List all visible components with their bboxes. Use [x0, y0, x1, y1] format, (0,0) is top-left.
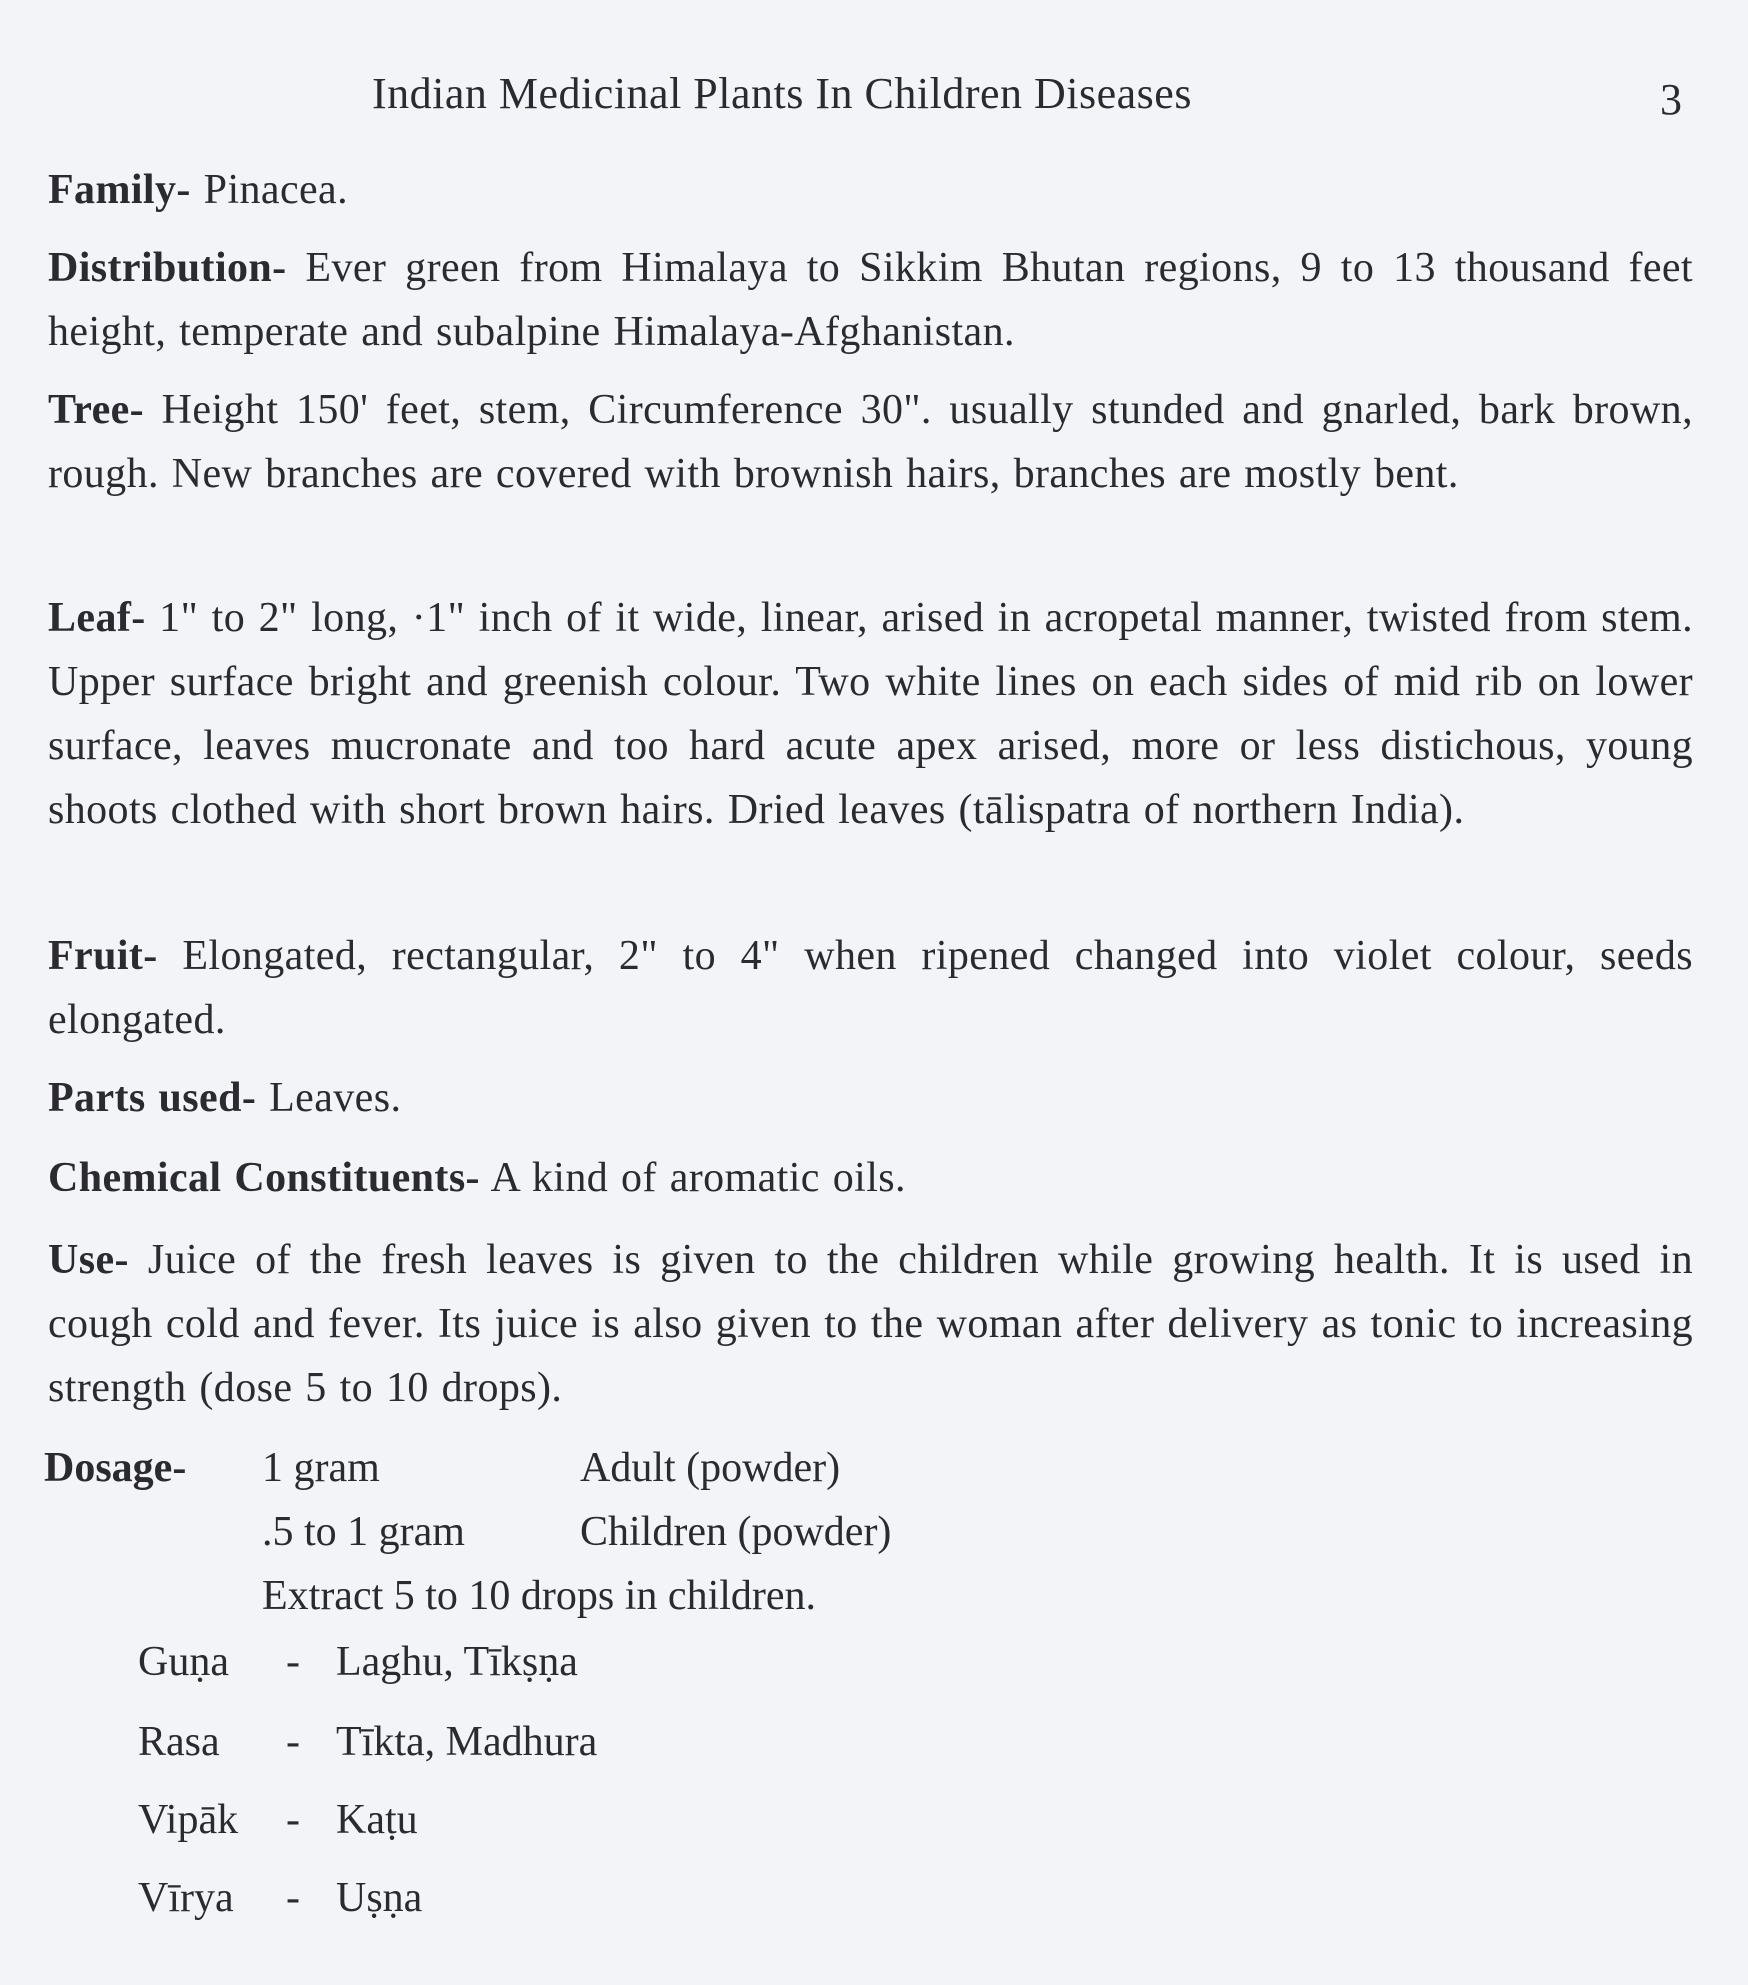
chemical-section: [48, 1146, 1693, 1210]
property-name: Vipāk: [138, 1797, 239, 1843]
dosage-amount: 1 gram: [262, 1445, 380, 1491]
property-dash: -: [286, 1875, 300, 1921]
dosage-label: Dosage-: [44, 1445, 187, 1491]
tree-section: [48, 378, 1693, 506]
property-name: Rasa: [138, 1719, 220, 1765]
property-dash: -: [286, 1639, 300, 1685]
property-value: Tīkta, Madhura: [336, 1719, 598, 1765]
parts-used-text: Leaves.: [256, 1075, 402, 1121]
property-dash: -: [286, 1719, 300, 1765]
family-section: [48, 158, 1693, 222]
parts-used-label: Parts used-: [48, 1075, 257, 1121]
use-section: [48, 1228, 1693, 1420]
property-name: Guṇa: [138, 1639, 229, 1685]
leaf-label: Leaf-: [48, 595, 146, 641]
distribution-text: Ever green from Himalaya to Sikkim Bhutan regions, 9 to 13 thousand feet height, temperate and subalpine Himalaya-Afghanistan.: [48, 245, 1693, 355]
dosage-recipient: Adult (powder): [580, 1445, 841, 1491]
dosage-note: Extract 5 to 10 drops in children.: [262, 1573, 817, 1619]
distribution-section: [48, 236, 1693, 364]
tree-label: Tree-: [48, 387, 145, 433]
property-name: Vīrya: [138, 1875, 234, 1921]
tree-text: Height 150' feet, stem, Circumference 30". usually stunded and gnarled, bark brown, rough. New branches are covered with brownish hairs, branches are mostly bent.: [48, 387, 1693, 497]
running-header: Indian Medicinal Plants In Children Diseases: [372, 69, 1192, 118]
fruit-text: Elongated, rectangular, 2" to 4" when ripened changed into violet colour, seeds elongated.: [48, 933, 1693, 1043]
fruit-section: [48, 924, 1693, 1052]
distribution-label: Distribution-: [48, 245, 287, 291]
property-value: Uṣṇa: [336, 1875, 423, 1921]
chemical-text: A kind of aromatic oils.: [479, 1155, 906, 1201]
page-number: 3: [1660, 75, 1682, 124]
leaf-text: 1" to 2" long, ·1" inch of it wide, linear, arised in acropetal manner, twisted from stem. Upper surface bright and greenish colour. Two white lines on each sides of mid rib on lower surface, leaves mucronate and too hard acute apex arised, more or less distichous, young shoots clothed with short brown hairs. Dried leaves (tālispatra of northern India).: [48, 595, 1693, 833]
use-label: Use-: [48, 1237, 129, 1283]
dosage-recipient: Children (powder): [580, 1509, 892, 1555]
family-label: Family-: [48, 167, 191, 213]
dosage-amount: .5 to 1 gram: [262, 1509, 465, 1555]
family-text: Pinacea.: [190, 167, 348, 213]
leaf-section: [48, 586, 1693, 842]
property-dash: -: [286, 1797, 300, 1843]
use-text: Juice of the fresh leaves is given to the children while growing health. It is used in cough cold and fever. Its juice is also given to the woman after delivery as tonic to increasing strength (dose 5 to 10 drops).: [48, 1237, 1693, 1411]
parts-used-section: [48, 1066, 1693, 1130]
property-value: Kaṭu: [336, 1797, 418, 1843]
fruit-label: Fruit-: [48, 933, 158, 979]
chemical-label: Chemical Constituents-: [48, 1155, 480, 1201]
property-value: Laghu, Tīkṣṇa: [336, 1639, 578, 1685]
